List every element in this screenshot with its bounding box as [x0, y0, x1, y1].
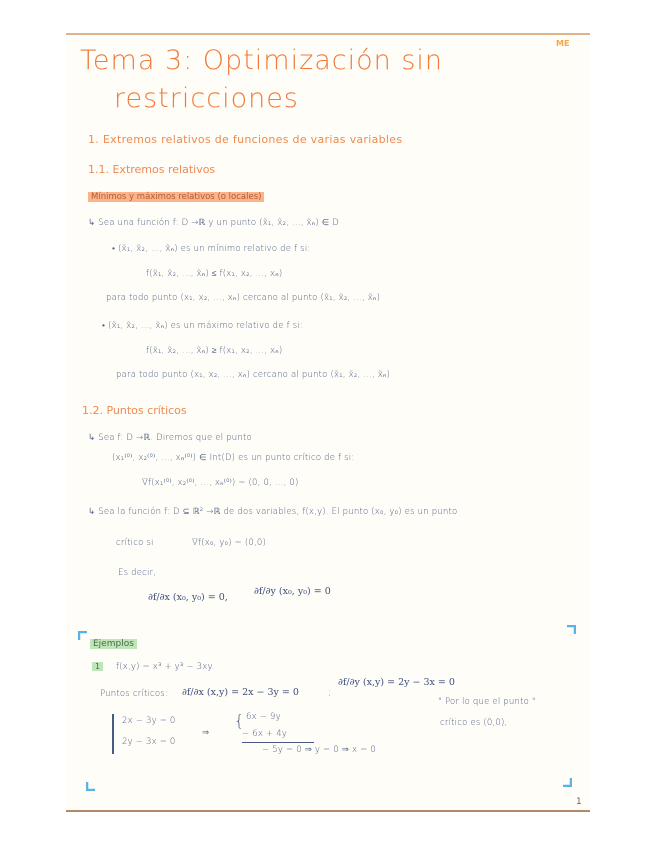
page-badge: ME	[556, 39, 570, 48]
conclusion-line-1: " Por lo que el punto "	[438, 697, 537, 707]
example-function: f(x,y) = x³ + y³ − 3xy.	[116, 662, 215, 672]
max-definition: • (x̃₁, x̃₂, ..., x̃ₙ) es un máximo relativo de f si:	[102, 321, 303, 331]
corner-mark-icon	[566, 625, 576, 635]
critico-gradient: ∇f(x₀, y₀) = (0,0)	[192, 538, 266, 548]
step-1: 6x − 9y	[246, 712, 281, 722]
critico-si: crítico si	[116, 538, 154, 548]
critical-point: (x₁⁽⁰⁾, x₂⁽⁰⁾, ..., xₙ⁽⁰⁾) ∈ Int(D) es un punto crítico de f si:	[112, 453, 355, 463]
critical-intro: ↳ Sea f: D →ℝ. Diremos que el punto	[88, 433, 252, 443]
system-eq-1: 2x − 3y = 0	[122, 716, 176, 726]
max-condition: para todo punto (x₁, x₂, ..., xₙ) cercano al punto (x̃₁, x̃₂, ..., x̃ₙ)	[116, 370, 391, 380]
partial-derivative-x: ∂f/∂x (x,y) = 2x − 3y = 0	[182, 687, 299, 698]
highlight-min-max: Mínimos y máximos relativos (o locales)	[88, 192, 264, 202]
corner-mark-icon	[562, 777, 572, 787]
min-condition: para todo punto (x₁, x₂, ..., xₙ) cercano al punto (x̃₁, x̃₂, ..., x̃ₙ)	[106, 293, 381, 303]
implies-arrow: ⇒	[202, 728, 210, 738]
example-number: 1	[92, 662, 103, 671]
corner-mark-icon	[86, 781, 96, 791]
corner-mark-icon	[78, 631, 88, 641]
section-1-heading: 1. Extremos relativos de funciones de varias variables	[88, 133, 403, 146]
system-bracket	[112, 714, 114, 754]
partial-y: ∂f/∂y (x₀, y₀) = 0	[254, 586, 331, 597]
min-inequality: f(x̃₁, x̃₂, ..., x̃ₙ) ≤ f(x₁, x₂, ..., xₙ)	[146, 269, 283, 279]
brace: {	[234, 711, 245, 730]
two-variable-def: ↳ Sea la función f: D ⊆ ℝ² →ℝ de dos variables, f(x,y). El punto (x₀, y₀) es un punto	[88, 507, 458, 517]
sum-line	[242, 742, 314, 743]
section-1-2-heading: 1.2. Puntos críticos	[82, 404, 187, 417]
examples-label: Ejemplos	[90, 639, 137, 649]
separator: ;	[328, 688, 332, 698]
notebook-page	[66, 33, 590, 812]
partial-x: ∂f/∂x (x₀, y₀) = 0,	[148, 592, 228, 603]
max-inequality: f(x̃₁, x̃₂, ..., x̃ₙ) ≥ f(x₁, x₂, ..., xₙ)	[146, 346, 283, 356]
step-3: − 5y = 0 ⇒ y = 0 ⇒ x = 0	[262, 745, 376, 755]
step-2: − 6x + 4y	[242, 729, 288, 739]
page-title-line1: Tema 3: Optimización sin	[80, 45, 444, 76]
system-eq-2: 2y − 3x = 0	[122, 737, 176, 747]
min-definition: • (x̃₁, x̃₂, ..., x̃ₙ) es un mínimo relativo de f si:	[112, 244, 311, 254]
critical-gradient: ∇f(x₁⁽⁰⁾, x₂⁽⁰⁾, ..., xₙ⁽⁰⁾) = (0, 0, ..., 0)	[142, 478, 299, 488]
page-number: 1	[576, 797, 582, 807]
conclusion-line-2: crítico es (0,0),	[440, 718, 508, 728]
page-title-line2: restricciones	[114, 83, 299, 114]
critical-points-label: Puntos críticos:	[100, 689, 169, 699]
section-1-1-heading: 1.1. Extremos relativos	[88, 163, 216, 176]
es-decir: Es decir,	[118, 568, 157, 578]
definition-intro: ↳ Sea una función f: D →ℝ y un punto (x̃₁, x̃₂, ..., x̃ₙ) ∈ D	[88, 218, 340, 228]
partial-derivative-y: ∂f/∂y (x,y) = 2y − 3x = 0	[338, 677, 455, 688]
